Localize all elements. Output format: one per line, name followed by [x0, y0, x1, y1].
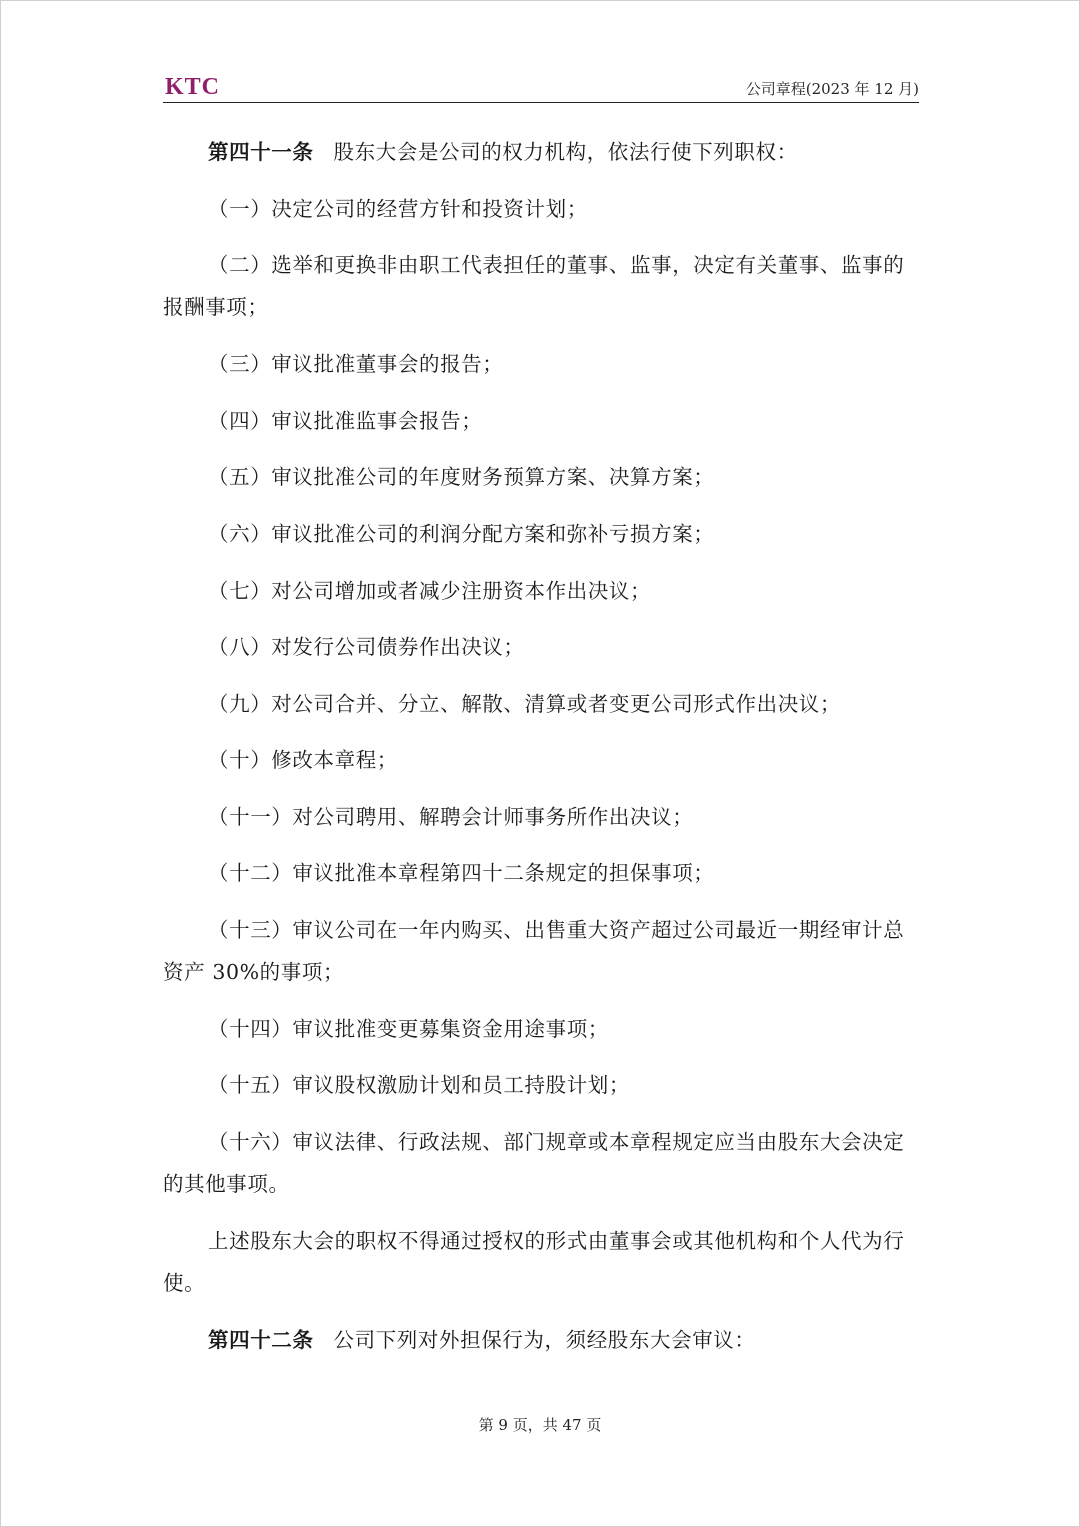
list-item: （十一）对公司聘用、解聘会计师事务所作出决议；: [208, 805, 694, 829]
article-42: [163, 1319, 919, 1361]
list-item: （十四）审议批准变更募集资金用途事项；: [208, 1017, 609, 1041]
ktc-logo: KTC: [165, 74, 221, 100]
list-item: （十）修改本章程；: [208, 748, 398, 772]
list-item: （八）对发行公司债券作出决议；: [208, 635, 525, 659]
article-text: 公司下列对外担保行为，须经股东大会审议：: [333, 1328, 756, 1352]
article-number: 第四十一条: [208, 140, 314, 164]
list-item: （七）对公司增加或者减少注册资本作出决议；: [208, 579, 652, 603]
list-item: （十二）审议批准本章程第四十二条规定的担保事项；: [208, 861, 715, 885]
list-item: （三）审议批准董事会的报告；: [208, 352, 504, 376]
article-41: [163, 131, 919, 173]
article-number: 第四十二条: [208, 1328, 314, 1352]
list-item: （九）对公司合并、分立、解散、清算或者变更公司形式作出决议；: [208, 692, 841, 716]
article-text: 股东大会是公司的权力机构，依法行使下列职权：: [333, 140, 798, 164]
page-header: [163, 72, 919, 103]
list-item: （二）选举和更换非由职工代表担任的董事、监事，决定有关董事、监事的报酬事项；: [163, 253, 905, 319]
list-item: （一）决定公司的经营方针和投资计划；: [208, 197, 588, 221]
list-item: （十六）审议法律、行政法规、部门规章或本章程规定应当由股东大会决定的其他事项。: [163, 1130, 905, 1196]
list-item: （六）审议批准公司的利润分配方案和弥补亏损方案；: [208, 522, 715, 546]
list-item: （五）审议批准公司的年度财务预算方案、决算方案；: [208, 465, 715, 489]
document-title: 公司章程(2023 年 12 月): [745, 80, 919, 98]
paragraph: 上述股东大会的职权不得通过授权的形式由董事会或其他机构和个人代为行使。: [163, 1229, 905, 1295]
list-item: （十三）审议公司在一年内购买、出售重大资产超过公司最近一期经审计总资产 30%的事项；: [163, 918, 905, 984]
list-item: （十五）审议股权激励计划和员工持股计划；: [208, 1073, 630, 1097]
page-number: 第 9 页，共 47 页: [478, 1416, 602, 1434]
list-item: （四）审议批准监事会报告；: [208, 409, 483, 433]
